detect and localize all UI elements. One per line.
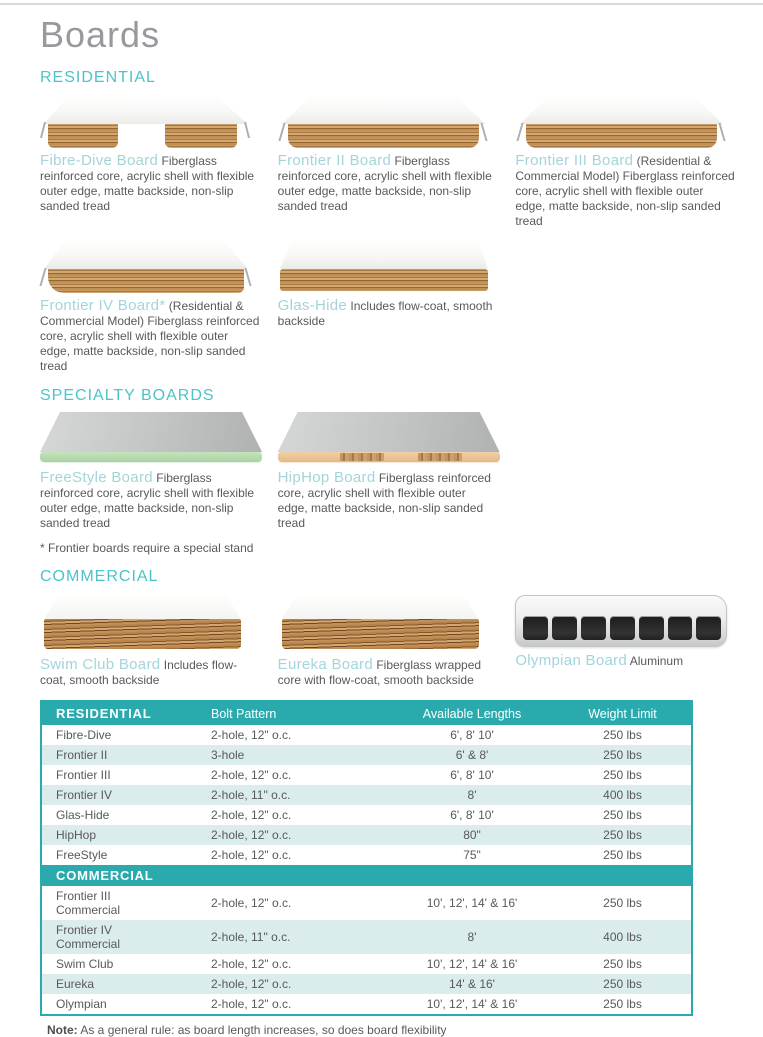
cell-board: Frontier III: [56, 768, 111, 782]
board-name: Fibre-Dive Board: [40, 152, 159, 169]
header-residential: RESIDENTIAL: [56, 706, 152, 721]
cell-bolt: 2-hole, 11" o.c.: [211, 788, 291, 802]
board-name: FreeStyle Board: [40, 469, 153, 486]
spacer: [392, 873, 552, 879]
cell-lengths: 75": [463, 848, 481, 862]
channel-opening: [610, 616, 635, 640]
table-note: [47, 1023, 735, 1037]
board-front-edge: [40, 124, 252, 148]
cell-weight: 400 lbs: [603, 788, 642, 802]
page-title: Boards: [40, 14, 161, 55]
board-description: (Residential & Commercial Model) Fiberglass reinforced core, acrylic shell with flexible outer edge, matte backside, non-slip sanded tread: [515, 154, 735, 228]
cell-board: Frontier II: [56, 748, 108, 762]
board-front-edge: [40, 269, 252, 293]
cell-lengths: 14' & 16': [449, 977, 495, 991]
cell-bolt: 2-hole, 12" o.c.: [211, 977, 292, 991]
commercial-row-images: [40, 591, 735, 688]
cell-board: [42, 920, 207, 954]
board-description: Fiberglass reinforced core, acrylic shell with flexible outer edge, matte backside, non-slip sanded tread: [40, 154, 255, 213]
frontier-ii-caption: [278, 153, 498, 214]
wood-block-left: [48, 124, 118, 148]
cell-bolt: 2-hole, 12" o.c.: [211, 728, 292, 742]
board-top-surface: [40, 239, 252, 269]
cell-weight: 250 lbs: [603, 828, 642, 842]
table-commercial-header-row: [42, 865, 691, 886]
cell-board: HipHop: [56, 828, 97, 842]
cell-weight: 250 lbs: [603, 957, 642, 971]
board-front-edge: [278, 269, 490, 291]
board-spec-table: [40, 700, 693, 1016]
frontier-iv-cell: [40, 237, 260, 374]
empty-cell: [515, 410, 735, 555]
glas-hide-board-image: [278, 239, 490, 293]
cell-lengths: 10', 12', 14' & 16': [426, 957, 518, 971]
glas-hide-caption: [278, 298, 498, 329]
header-available-lengths: Available Lengths: [422, 706, 522, 721]
header-bolt-pattern: Bolt Pattern: [211, 706, 277, 721]
tan-front-edge: [278, 452, 500, 462]
cell-bolt: 2-hole, 12" o.c.: [211, 957, 292, 971]
channel-opening: [668, 616, 693, 640]
cell-weight: 250 lbs: [603, 997, 642, 1011]
wood-edge: [48, 269, 243, 293]
olympian-caption: [515, 653, 735, 669]
cell-lengths: 8': [467, 930, 477, 944]
cell-weight: 250 lbs: [603, 848, 642, 862]
cell-bolt: 2-hole, 12" o.c.: [211, 828, 292, 842]
table-row: [42, 994, 691, 1014]
cell-board-text: Frontier IV Commercial: [56, 923, 121, 951]
section-heading-commercial: COMMERCIAL: [40, 568, 159, 585]
table-row: [42, 845, 691, 865]
board-description: Fiberglass wrapped core with flow-coat, smooth backside: [277, 658, 482, 687]
wood-edge: [280, 269, 488, 291]
board-description: Includes flow-coat, smooth backside: [277, 299, 493, 328]
cell-bolt: 3-hole: [211, 748, 245, 762]
wood-front-edge: [44, 619, 241, 649]
wood-edge: [526, 124, 717, 148]
table-row: [42, 745, 691, 765]
cell-board: Fibre-Dive: [56, 728, 112, 742]
cell-weight: 400 lbs: [603, 930, 642, 944]
section-heading-residential: RESIDENTIAL: [40, 69, 156, 86]
board-description: (Residential & Commercial Model) Fiberglass reinforced core, acrylic shell with flexible outer edge, matte backside, non-slip sanded tread: [40, 299, 260, 373]
table-header-row: [42, 702, 691, 725]
hiphop-cell: [278, 410, 498, 555]
frontier-iii-board-image: [515, 94, 727, 148]
cell-board: Frontier IV: [56, 788, 113, 802]
note-label: Note:: [47, 1023, 78, 1037]
wood-grain-patch: [418, 453, 462, 461]
board-top-surface: [278, 593, 483, 619]
cell-lengths: 10', 12', 14' & 16': [426, 896, 518, 910]
board-front-edge: [515, 124, 727, 148]
eureka-caption: [278, 657, 498, 688]
freestyle-cell: [40, 410, 260, 555]
wood-block-right: [165, 124, 237, 148]
olympian-cell: [515, 591, 735, 688]
cell-lengths: 6' & 8': [455, 748, 489, 762]
board-description: Fiberglass reinforced core, acrylic shell with flexible outer edge, matte backside, non-slip sanded tread: [277, 154, 492, 213]
board-front-edge: [278, 124, 490, 148]
board-name: Olympian Board: [515, 652, 628, 669]
channel-opening: [552, 616, 577, 640]
swim-club-caption: [40, 657, 260, 688]
cell-weight: 250 lbs: [603, 808, 642, 822]
channel-opening: [696, 616, 721, 640]
cell-weight: 250 lbs: [603, 977, 642, 991]
cell-bolt: 2-hole, 11" o.c.: [211, 930, 291, 944]
freestyle-board-image: [40, 412, 262, 464]
fibre-dive-cell: [40, 92, 260, 229]
cell-board-text: Frontier III Commercial: [56, 889, 121, 917]
table-row: [42, 825, 691, 845]
cell-lengths: 10', 12', 14' & 16': [426, 997, 518, 1011]
swim-club-cell: [40, 591, 260, 688]
freestyle-caption: [40, 470, 260, 531]
cell-lengths: 80": [463, 828, 481, 842]
cell-bolt: 2-hole, 12" o.c.: [211, 848, 292, 862]
board-name: Frontier IV Board*: [40, 297, 166, 314]
board-name: Frontier II Board: [277, 152, 392, 169]
cell-weight: 250 lbs: [603, 768, 642, 782]
channel-opening: [639, 616, 664, 640]
cell-board: Eureka: [56, 977, 95, 991]
glas-hide-cell: [278, 237, 498, 374]
board-top-surface: [278, 94, 490, 124]
green-front-edge: [40, 452, 262, 462]
empty-cell: [515, 237, 735, 374]
cell-weight: 250 lbs: [603, 748, 642, 762]
cell-board: Glas-Hide: [56, 808, 110, 822]
board-name: Frontier III Board: [515, 152, 634, 169]
hiphop-caption: [278, 470, 498, 531]
cell-lengths: 6', 8' 10': [450, 728, 494, 742]
header-weight-limit: Weight Limit: [588, 706, 657, 721]
board-description: Fiberglass reinforced core, acrylic shell with flexible outer edge, matte backside, non-slip sanded tread: [40, 471, 255, 530]
board-top-surface: [40, 412, 262, 452]
frontier-iii-caption: [515, 153, 735, 229]
cell-lengths: 6', 8' 10': [450, 768, 494, 782]
board-name: Glas-Hide: [277, 297, 348, 314]
fibre-dive-caption: [40, 153, 260, 214]
wood-front-edge: [282, 619, 479, 649]
board-description: Fiberglass reinforced core, acrylic shell with flexible outer edge, matte backside, non-slip sanded tread: [277, 471, 491, 530]
hiphop-board-image: [278, 412, 500, 464]
board-name: HipHop Board: [277, 469, 376, 486]
channel-opening: [523, 616, 548, 640]
table-row: [42, 805, 691, 825]
frontier-ii-cell: [278, 92, 498, 229]
swim-club-board-image: [40, 593, 245, 651]
cell-bolt: 2-hole, 12" o.c.: [211, 808, 292, 822]
note-text: As a general rule: as board length increases, so does board flexibility: [80, 1023, 447, 1037]
fibre-dive-board-image: [40, 94, 252, 148]
wood-edge: [288, 124, 479, 148]
table-row: [42, 974, 691, 994]
specialty-row-images: [40, 410, 735, 555]
table-row: [42, 725, 691, 745]
frontier-iii-cell: [515, 92, 735, 229]
table-row: [42, 765, 691, 785]
cell-bolt: 2-hole, 12" o.c.: [211, 768, 292, 782]
extrusion-channels: [523, 616, 721, 640]
residential-row-2-images: [40, 237, 735, 374]
board-name: Swim Club Board: [40, 656, 161, 673]
channel-opening: [581, 616, 606, 640]
cell-weight: 250 lbs: [603, 896, 642, 910]
frontier-ii-board-image: [278, 94, 490, 148]
cell-board: [42, 886, 207, 920]
cell-weight: 250 lbs: [603, 728, 642, 742]
cell-lengths: 6', 8' 10': [450, 808, 494, 822]
board-name: Eureka Board: [277, 656, 373, 673]
residential-row-1-images: [40, 92, 735, 229]
table-row: [42, 954, 691, 974]
spacer: [207, 873, 392, 879]
header-commercial: COMMERCIAL: [56, 868, 154, 883]
table-row: [42, 886, 691, 920]
cell-board: Olympian: [56, 997, 107, 1011]
cell-bolt: 2-hole, 12" o.c.: [211, 997, 292, 1011]
olympian-board-image: [515, 595, 727, 647]
section-heading-specialty: SPECIALTY BOARDS: [40, 387, 215, 404]
board-top-surface: [278, 412, 500, 452]
page-top-rule: [0, 3, 763, 5]
frontier-iv-board-image: [40, 239, 252, 293]
board-top-surface: [40, 593, 245, 619]
board-description: Aluminum: [629, 654, 684, 668]
board-top-surface: [278, 239, 490, 269]
eureka-board-image: [278, 593, 483, 651]
cell-lengths: 8': [467, 788, 477, 802]
wood-grain-patch: [340, 453, 384, 461]
board-top-surface: [40, 94, 252, 124]
frontier-iv-caption: [40, 298, 260, 374]
board-top-surface: [515, 94, 727, 124]
board-description: Includes flow-coat, smooth backside: [40, 658, 238, 687]
cell-bolt: 2-hole, 12" o.c.: [211, 896, 292, 910]
cell-board: Swim Club: [56, 957, 114, 971]
cell-board: FreeStyle: [56, 848, 108, 862]
table-row: [42, 920, 691, 954]
frontier-footnote: * Frontier boards require a special stand: [40, 541, 254, 555]
eureka-cell: [278, 591, 498, 688]
spacer: [552, 873, 693, 879]
table-row: [42, 785, 691, 805]
